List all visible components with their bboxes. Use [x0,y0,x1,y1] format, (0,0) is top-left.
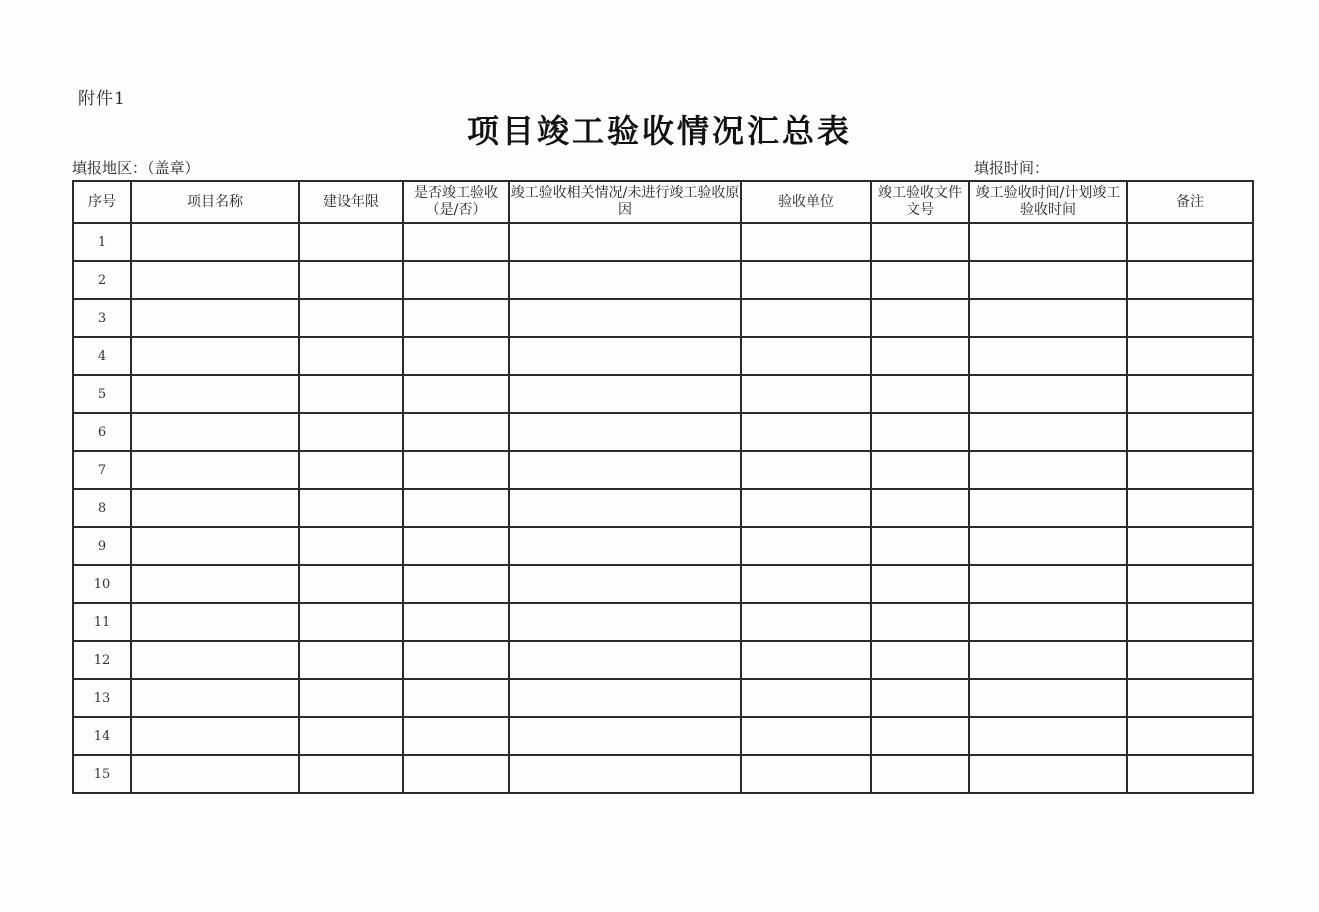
cell-is-accepted [403,223,509,261]
table-row [73,261,1253,299]
cell-project-name [131,755,299,793]
cell-construction-period [299,565,403,603]
cell-acceptance-unit [741,755,871,793]
cell-acceptance-time [969,223,1127,261]
cell-acceptance-details [509,413,741,451]
cell-document-number [871,413,969,451]
cell-acceptance-unit [741,717,871,755]
cell-construction-period [299,489,403,527]
table-header-row [73,181,1253,223]
row-seq-number: 3 [73,299,131,337]
cell-acceptance-time [969,641,1127,679]
cell-acceptance-unit [741,337,871,375]
cell-remarks [1127,337,1253,375]
cell-project-name [131,717,299,755]
cell-acceptance-time [969,261,1127,299]
row-seq-number: 13 [73,679,131,717]
cell-project-name [131,451,299,489]
header-seq: 序号 [73,181,131,223]
cell-acceptance-unit [741,603,871,641]
cell-acceptance-time [969,375,1127,413]
cell-acceptance-details [509,679,741,717]
cell-project-name [131,261,299,299]
cell-construction-period [299,755,403,793]
cell-is-accepted [403,261,509,299]
cell-remarks [1127,489,1253,527]
table-row [73,451,1253,489]
cell-document-number [871,641,969,679]
fill-date-label: 填报时间： [974,159,1050,177]
cell-construction-period [299,603,403,641]
cell-acceptance-details [509,489,741,527]
cell-acceptance-time [969,489,1127,527]
table-row [73,527,1253,565]
cell-acceptance-details [509,375,741,413]
table-row [73,337,1253,375]
cell-acceptance-details [509,299,741,337]
cell-acceptance-details [509,527,741,565]
cell-acceptance-time [969,565,1127,603]
cell-acceptance-time [969,603,1127,641]
cell-document-number [871,489,969,527]
table-row [73,299,1253,337]
cell-document-number [871,755,969,793]
cell-is-accepted [403,413,509,451]
table-row [73,603,1253,641]
cell-construction-period [299,641,403,679]
fill-region-label: 填报地区：（盖章） [72,159,200,177]
cell-acceptance-details [509,755,741,793]
page-title: 项目竣工验收情况汇总表 [466,112,852,150]
cell-construction-period [299,451,403,489]
cell-acceptance-time [969,299,1127,337]
row-seq-number: 15 [73,755,131,793]
cell-construction-period [299,717,403,755]
row-seq-number: 6 [73,413,131,451]
cell-is-accepted [403,337,509,375]
row-seq-number: 9 [73,527,131,565]
cell-is-accepted [403,603,509,641]
row-seq-number: 5 [73,375,131,413]
cell-acceptance-time [969,755,1127,793]
cell-construction-period [299,223,403,261]
row-seq-number: 8 [73,489,131,527]
row-seq-number: 11 [73,603,131,641]
cell-remarks [1127,413,1253,451]
cell-is-accepted [403,451,509,489]
cell-project-name [131,223,299,261]
cell-is-accepted [403,489,509,527]
cell-construction-period [299,527,403,565]
cell-remarks [1127,755,1253,793]
cell-acceptance-unit [741,299,871,337]
cell-project-name [131,603,299,641]
cell-construction-period [299,679,403,717]
cell-acceptance-time [969,717,1127,755]
header-project-name: 项目名称 [131,181,299,223]
header-is-accepted: 是否竣工验收（是/否） [403,181,509,223]
cell-acceptance-unit [741,641,871,679]
cell-acceptance-time [969,679,1127,717]
table-row [73,375,1253,413]
header-acceptance-details: 竣工验收相关情况/未进行竣工验收原因 [509,181,741,223]
cell-document-number [871,603,969,641]
cell-is-accepted [403,717,509,755]
cell-acceptance-unit [741,489,871,527]
cell-acceptance-unit [741,679,871,717]
row-seq-number: 2 [73,261,131,299]
cell-construction-period [299,299,403,337]
cell-acceptance-details [509,565,741,603]
cell-remarks [1127,641,1253,679]
cell-construction-period [299,261,403,299]
cell-remarks [1127,299,1253,337]
cell-document-number [871,527,969,565]
cell-acceptance-details [509,603,741,641]
row-seq-number: 1 [73,223,131,261]
cell-is-accepted [403,527,509,565]
cell-acceptance-details [509,717,741,755]
header-acceptance-unit: 验收单位 [741,181,871,223]
cell-document-number [871,375,969,413]
cell-acceptance-unit [741,527,871,565]
table-row [73,565,1253,603]
table-row [73,641,1253,679]
header-construction-period: 建设年限 [299,181,403,223]
cell-acceptance-unit [741,261,871,299]
cell-document-number [871,299,969,337]
cell-document-number [871,337,969,375]
cell-acceptance-details [509,261,741,299]
cell-acceptance-time [969,337,1127,375]
header-acceptance-time: 竣工验收时间/计划竣工验收时间 [969,181,1127,223]
cell-project-name [131,337,299,375]
cell-project-name [131,565,299,603]
row-seq-number: 14 [73,717,131,755]
cell-acceptance-details [509,337,741,375]
header-document-number: 竣工验收文件文号 [871,181,969,223]
cell-document-number [871,565,969,603]
cell-construction-period [299,337,403,375]
row-seq-number: 4 [73,337,131,375]
cell-is-accepted [403,641,509,679]
cell-remarks [1127,451,1253,489]
row-seq-number: 7 [73,451,131,489]
cell-remarks [1127,375,1253,413]
cell-project-name [131,299,299,337]
table-row [73,489,1253,527]
table-row [73,755,1253,793]
cell-acceptance-time [969,413,1127,451]
cell-acceptance-details [509,223,741,261]
cell-is-accepted [403,755,509,793]
cell-remarks [1127,261,1253,299]
header-remarks: 备注 [1127,181,1253,223]
cell-acceptance-unit [741,223,871,261]
cell-project-name [131,489,299,527]
cell-project-name [131,641,299,679]
cell-project-name [131,679,299,717]
summary-table [72,180,1254,794]
cell-remarks [1127,565,1253,603]
cell-document-number [871,679,969,717]
cell-acceptance-details [509,451,741,489]
cell-project-name [131,375,299,413]
cell-acceptance-unit [741,375,871,413]
table-row [73,717,1253,755]
cell-document-number [871,717,969,755]
cell-document-number [871,451,969,489]
cell-project-name [131,527,299,565]
cell-remarks [1127,717,1253,755]
cell-document-number [871,261,969,299]
table-row [73,679,1253,717]
cell-remarks [1127,679,1253,717]
cell-project-name [131,413,299,451]
row-seq-number: 10 [73,565,131,603]
cell-remarks [1127,223,1253,261]
cell-construction-period [299,375,403,413]
cell-is-accepted [403,565,509,603]
cell-acceptance-unit [741,565,871,603]
cell-acceptance-details [509,641,741,679]
cell-acceptance-unit [741,451,871,489]
table-row [73,413,1253,451]
cell-document-number [871,223,969,261]
cell-remarks [1127,603,1253,641]
cell-construction-period [299,413,403,451]
row-seq-number: 12 [73,641,131,679]
cell-acceptance-unit [741,413,871,451]
cell-remarks [1127,527,1253,565]
cell-is-accepted [403,375,509,413]
attachment-label: 附件1 [78,89,126,109]
cell-acceptance-time [969,527,1127,565]
cell-is-accepted [403,679,509,717]
table-row [73,223,1253,261]
cell-acceptance-time [969,451,1127,489]
cell-is-accepted [403,299,509,337]
